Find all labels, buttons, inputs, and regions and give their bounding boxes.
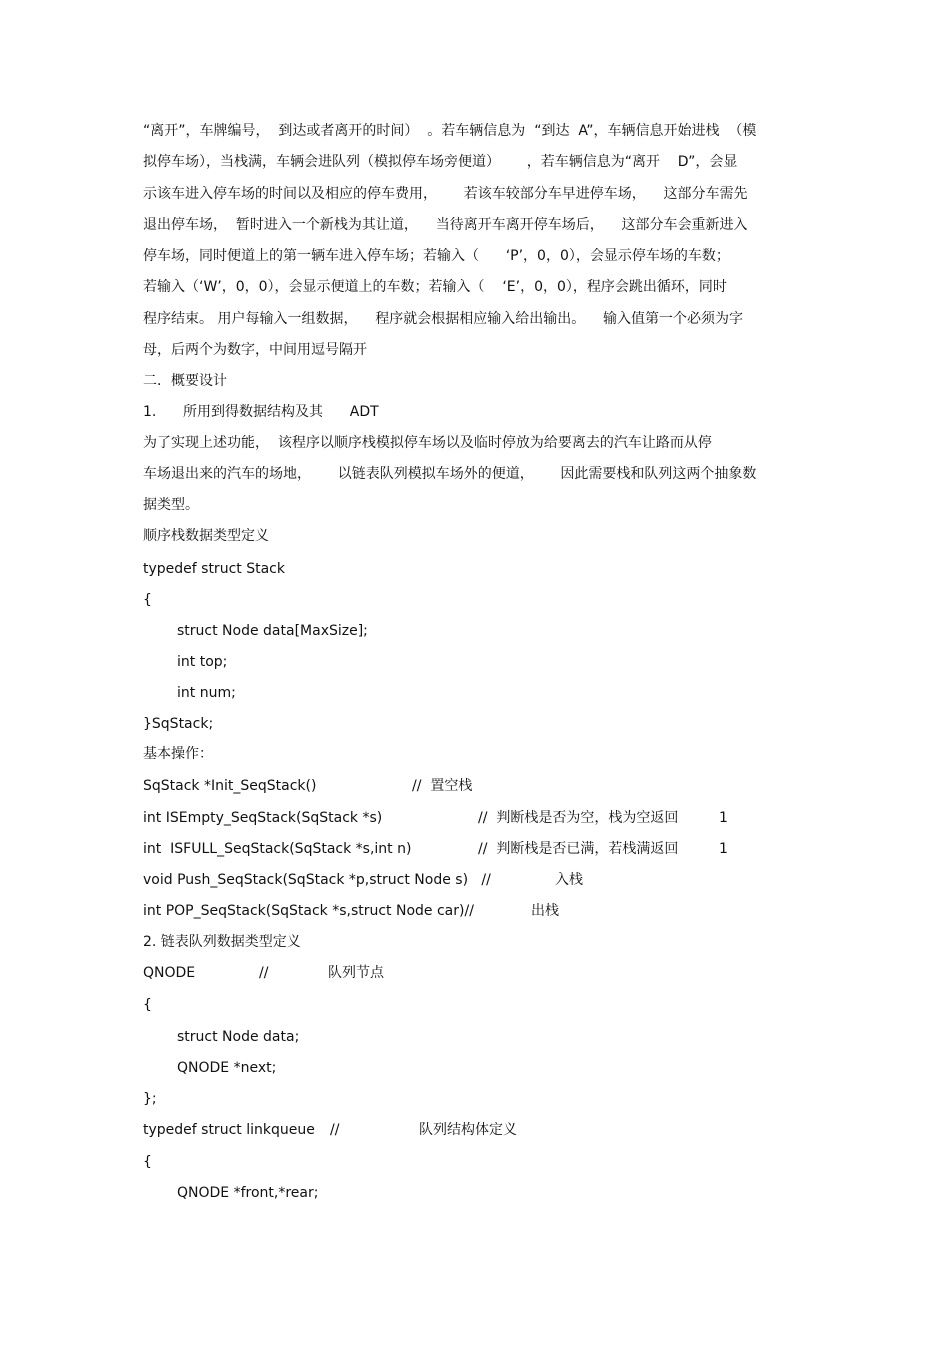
code-line: {: [143, 592, 152, 608]
operation-row: [0, 840, 950, 858]
operation-row: [0, 902, 950, 920]
code-identifier: QNODE: [143, 965, 196, 981]
code-line: QNODE *next;: [177, 1060, 277, 1076]
operation-comment: 出栈: [531, 903, 559, 919]
body-text-line: 示该车进入停车场的时间以及相应的停车费用， 若该车较部分车早进停车场， 这部分车需先: [143, 186, 748, 202]
linkqueue-definition-row: [0, 1121, 950, 1139]
code-line: struct Node data;: [177, 1029, 300, 1045]
operation-row: [0, 809, 950, 827]
code-line: {: [143, 1154, 152, 1170]
qnode-definition-row: [0, 964, 950, 982]
code-line: }SqStack;: [143, 716, 214, 732]
operation-signature: void Push_SeqStack(SqStack *p,struct Node s) //: [143, 872, 491, 888]
operation-return-value: 1: [719, 841, 728, 857]
operation-signature: int ISEmpty_SeqStack(SqStack *s): [143, 810, 383, 826]
body-text-line: 车场退出来的汽车的场地， 以链表队列模拟车场外的便道， 因此需要栈和队列这两个抽象数: [143, 466, 757, 482]
code-comment: 队列节点: [328, 965, 384, 981]
operation-comment: // 判断栈是否为空，栈为空返回: [478, 810, 679, 826]
code-line: int num;: [177, 685, 236, 701]
operation-signature: int POP_SeqStack(SqStack *s,struct Node car)//: [143, 903, 474, 919]
operation-comment: 入栈: [555, 872, 583, 888]
basic-ops-title: 基本操作：: [143, 746, 213, 762]
code-line: typedef struct Stack: [143, 561, 285, 577]
body-text-line: 若输入（‘W’，0，0），会显示便道上的车数；若输入（ ‘E’，0，0），程序会跳出循环，同时: [143, 279, 727, 295]
body-text-line: 母，后两个为数字，中间用逗号隔开: [143, 342, 367, 358]
subsection-heading: 2. 链表队列数据类型定义: [143, 934, 301, 950]
body-text-line: “离开”，车牌编号， 到达或者离开的时间） 。若车辆信息为 “到达 A”，车辆信息开始进栈 （模: [143, 123, 757, 139]
subsection-heading: 1. 所用到得数据结构及其 ADT: [143, 404, 379, 420]
comment-marker: //: [330, 1122, 340, 1138]
body-text-line: 停车场，同时便道上的第一辆车进入停车场；若输入（ ‘P’，0，0），会显示停车场的车数；: [143, 248, 730, 264]
stack-definition-title: 顺序栈数据类型定义: [143, 528, 269, 544]
code-line: {: [143, 997, 152, 1013]
operation-signature: int ISFULL_SeqStack(SqStack *s,int n): [143, 841, 412, 857]
section-heading: 二．概要设计: [143, 373, 227, 389]
operation-row: [0, 871, 950, 889]
code-line: };: [143, 1091, 157, 1107]
operation-comment: // 置空栈: [412, 778, 473, 794]
code-line: struct Node data[MaxSize];: [177, 623, 368, 639]
comment-marker: //: [259, 965, 269, 981]
operation-row: [0, 777, 950, 795]
operation-comment: // 判断栈是否已满，若栈满返回: [478, 841, 679, 857]
code-line: int top;: [177, 654, 228, 670]
body-text-line: 为了实现上述功能， 该程序以顺序栈模拟停车场以及临时停放为给要离去的汽车让路而从停: [143, 435, 712, 451]
body-text-line: 据类型。: [143, 497, 199, 513]
code-line: QNODE *front,*rear;: [177, 1185, 319, 1201]
code-identifier: typedef struct linkqueue: [143, 1122, 315, 1138]
body-text-line: 程序结束。 用户每输入一组数据， 程序就会根据相应输入给出输出。 输入值第一个必须为字: [143, 311, 744, 327]
operation-signature: SqStack *Init_SeqStack(): [143, 778, 317, 794]
body-text-line: 退出停车场， 暂时进入一个新栈为其让道， 当待离开车离开停车场后， 这部分车会重新进入: [143, 217, 748, 233]
body-text-line: 拟停车场），当栈满，车辆会进队列（模拟停车场旁便道） ，若车辆信息为“离开 D”，会显: [143, 154, 738, 170]
operation-return-value: 1: [719, 810, 728, 826]
code-comment: 队列结构体定义: [419, 1122, 517, 1138]
